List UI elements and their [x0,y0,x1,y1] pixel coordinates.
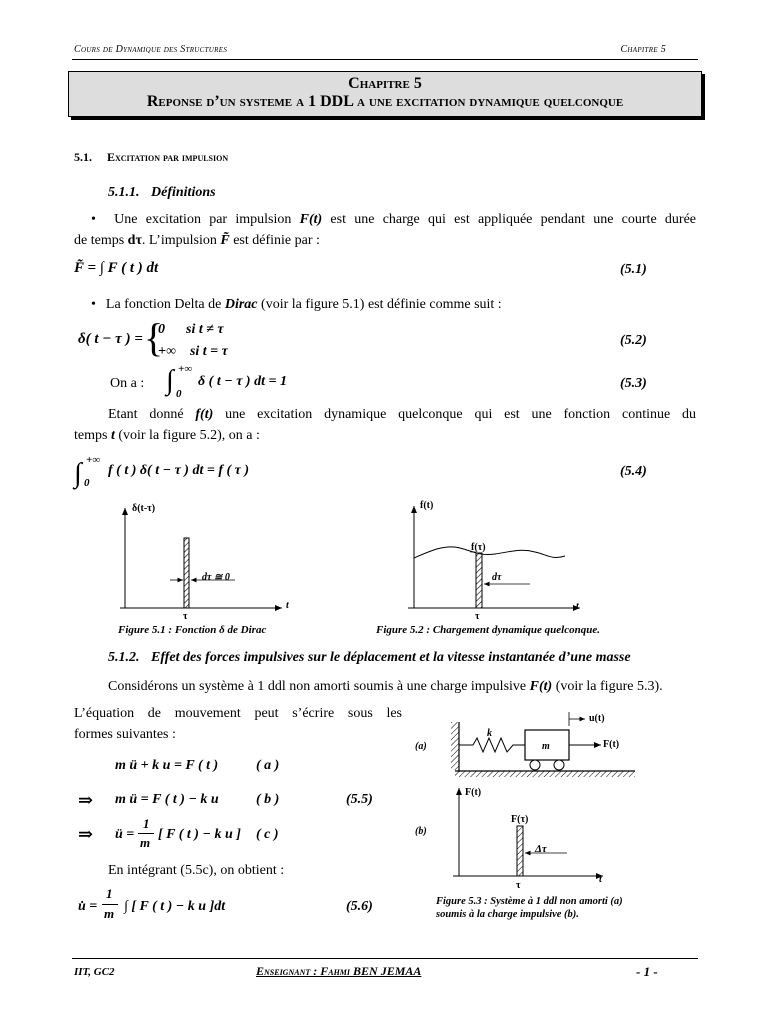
fraction-numerator: 1 [143,816,150,831]
subsection-2-heading [108,650,631,666]
equation-5-2-case-2: +∞ si t = τ [158,344,228,359]
figure-5-1-dirac [110,496,300,626]
section-number: 5.1. [74,150,92,164]
equation-5-1: F̃ = ∫ F ( t ) dt [74,260,159,276]
equation-b: m ü = F ( t ) − k u [115,792,219,807]
paragraph-consider [108,676,663,697]
wheel-right [554,760,564,770]
footer-center: Enseignant : Fahmi BEN JEMAA [256,964,422,978]
var-Ft: F(t) [299,212,323,227]
label-a: (a) [415,741,427,752]
equation-5-6-lhs: u̇ = [78,899,98,914]
brace: { [144,315,164,360]
header-left: Cours de Dynamique des Structures [74,44,228,55]
equation-5-2-lhs: δ( t − τ ) = [78,331,143,347]
wheel-left [530,760,540,770]
impulse-bar [517,826,523,876]
subsection-2-title: Effet des forces impulsives sur le déplacement et la vitesse instantanée d’une masse [151,650,631,665]
fig53-ylabel: F(t) [465,787,482,798]
load-curve [414,547,565,558]
var-Ftilde: F̃ [220,233,230,248]
header-right: Chapitre 5 [620,44,666,55]
equation-5-2-case-1: 0 si t ≠ τ [158,322,224,337]
page-number: - 1 - [636,964,658,979]
implies-arrow: ⇒ [78,824,94,844]
chapter-subtitle: Reponse d’un systeme a 1 DDL a une excitation dynamique quelconque [146,93,624,110]
integral-upper: +∞ [86,454,101,466]
label-u: u(t) [589,713,605,724]
equation-5-3-number: (5.3) [620,376,647,391]
equation-5-6-number: (5.6) [346,899,373,914]
fig51-ylabel: δ(t-τ) [132,503,156,514]
section-title: Excitation par impulsion [107,150,229,164]
fig52-dtau: dτ [492,572,502,583]
subsection-1-heading [108,185,216,201]
integral-sign: ∫ [74,458,82,489]
equation-5-2-number: (5.2) [620,333,647,348]
text: de temps [74,233,128,248]
equation-5-1-number: (5.1) [620,262,647,277]
paragraph-continuous-function [74,404,696,446]
implies-arrow: ⇒ [78,790,94,810]
fig53-tau: τ [516,880,521,891]
caption-line-1: Figure 5.3 : Système à 1 ddl non amorti (a) [436,896,623,907]
label-b: (b) [415,826,427,837]
footer-left: IIT, GC2 [74,966,115,978]
paragraph-impulse-definition [74,209,696,251]
section-heading [74,150,228,165]
spring [459,738,525,752]
equation-c-lhs: ü = [115,827,135,842]
text: formes suivantes : [74,727,176,742]
impulse-bar [184,538,189,608]
fraction-numerator: 1 [106,886,113,901]
ground [455,771,635,777]
chapter-title-box [68,71,702,117]
figure-5-1-caption: Figure 5.1 : Fonction δ de Dirac [118,624,267,636]
paragraph-dirac [91,294,696,315]
var-dtau: dτ [127,233,142,248]
fig52-ftau: f(τ) [471,542,486,553]
figure-5-3-caption [436,895,623,921]
integral-lower: 0 [84,477,90,489]
impulse-strip [476,553,482,608]
text: temps [74,428,111,443]
fig52-tau: τ [475,611,480,622]
figure-5-2-caption: Figure 5.2 : Chargement dynamique quelconque. [376,624,600,636]
equation-c-tag: ( c ) [256,827,279,842]
fig51-tau: τ [183,611,188,622]
text: Considérons un système à 1 ddl non amorti soumis à une charge impulsive [108,679,530,694]
subsection-1-number: 5.1.1. [108,185,140,200]
text: L’équation de mouvement peut s’écrire sous les [74,706,402,721]
equation-5-5-number: (5.5) [346,792,373,807]
equation-5-4: f ( t ) δ( t − τ ) dt = f ( τ ) [108,463,250,478]
text: est définie par : [229,233,320,248]
fig53-xlabel: t [599,874,602,885]
fraction-bar [102,904,118,905]
fraction-denominator: m [104,906,115,921]
integral-lower: 0 [176,388,182,400]
fig51-xlabel: t [286,600,289,611]
var-t: t [110,428,115,443]
var-Ft: F(t) [529,679,553,694]
paragraph-equation-forms [74,703,402,745]
figure-5-2-loading [400,496,590,626]
text: (voir la figure 5.2), on a : [114,428,260,443]
fig52-ylabel: f(t) [420,500,434,511]
word-dirac: Dirac [224,297,258,312]
label-k: k [487,728,492,739]
figure-5-3-system [415,702,645,892]
header-rule [72,59,698,60]
chapter-title: Chapitre 5 [348,75,422,92]
equation-a: m ü + k u = F ( t ) [115,758,219,773]
fig51-dtau: dτ ≅ 0 [202,572,230,583]
subsection-2-number: 5.1.2. [108,650,140,665]
fig52-xlabel: t [576,601,579,612]
fraction-bar [138,833,154,834]
fig53-dtau: Δτ [535,843,547,855]
paragraph-integrating: En intégrant (5.5c), on obtient : [108,863,285,878]
equation-5-6-rhs: ∫ [ F ( t ) − k u ]dt [124,899,226,914]
integral-sign: ∫ [166,365,174,396]
equation-5-4-number: (5.4) [620,464,647,479]
text: . L’impulsion [141,233,221,248]
equation-5-3: δ ( t − τ ) dt = 1 [198,374,287,389]
text: Une excitation par impulsion [114,212,300,227]
fig53-ftau: F(τ) [511,814,529,825]
caption-line-2: soumis à la charge impulsive (b). [436,909,579,920]
equation-a-tag: ( a ) [256,758,280,773]
text: Etant donné [108,407,196,422]
text: (voir la figure 5.3). [552,679,663,694]
on-a-label: On a : [110,376,145,391]
equation-c-rhs: [ F ( t ) − k u ] [158,827,241,842]
footer-rule [72,958,698,959]
equation-b-tag: ( b ) [256,792,280,807]
text: une excitation dynamique quelconque qui est une fonction continue du [213,407,696,422]
integral-upper: +∞ [178,363,193,375]
text: La fonction Delta de [105,297,225,312]
fraction-denominator: m [140,835,151,850]
label-m: m [542,741,550,752]
subsection-1-title: Définitions [151,185,216,200]
var-ft: f(t) [195,407,214,422]
text: (voir la figure 5.1) est définie comme suit : [257,297,502,312]
wall [451,722,459,770]
text: est une charge qui est appliquée pendant une courte durée [322,212,697,227]
label-F: F(t) [603,739,620,750]
